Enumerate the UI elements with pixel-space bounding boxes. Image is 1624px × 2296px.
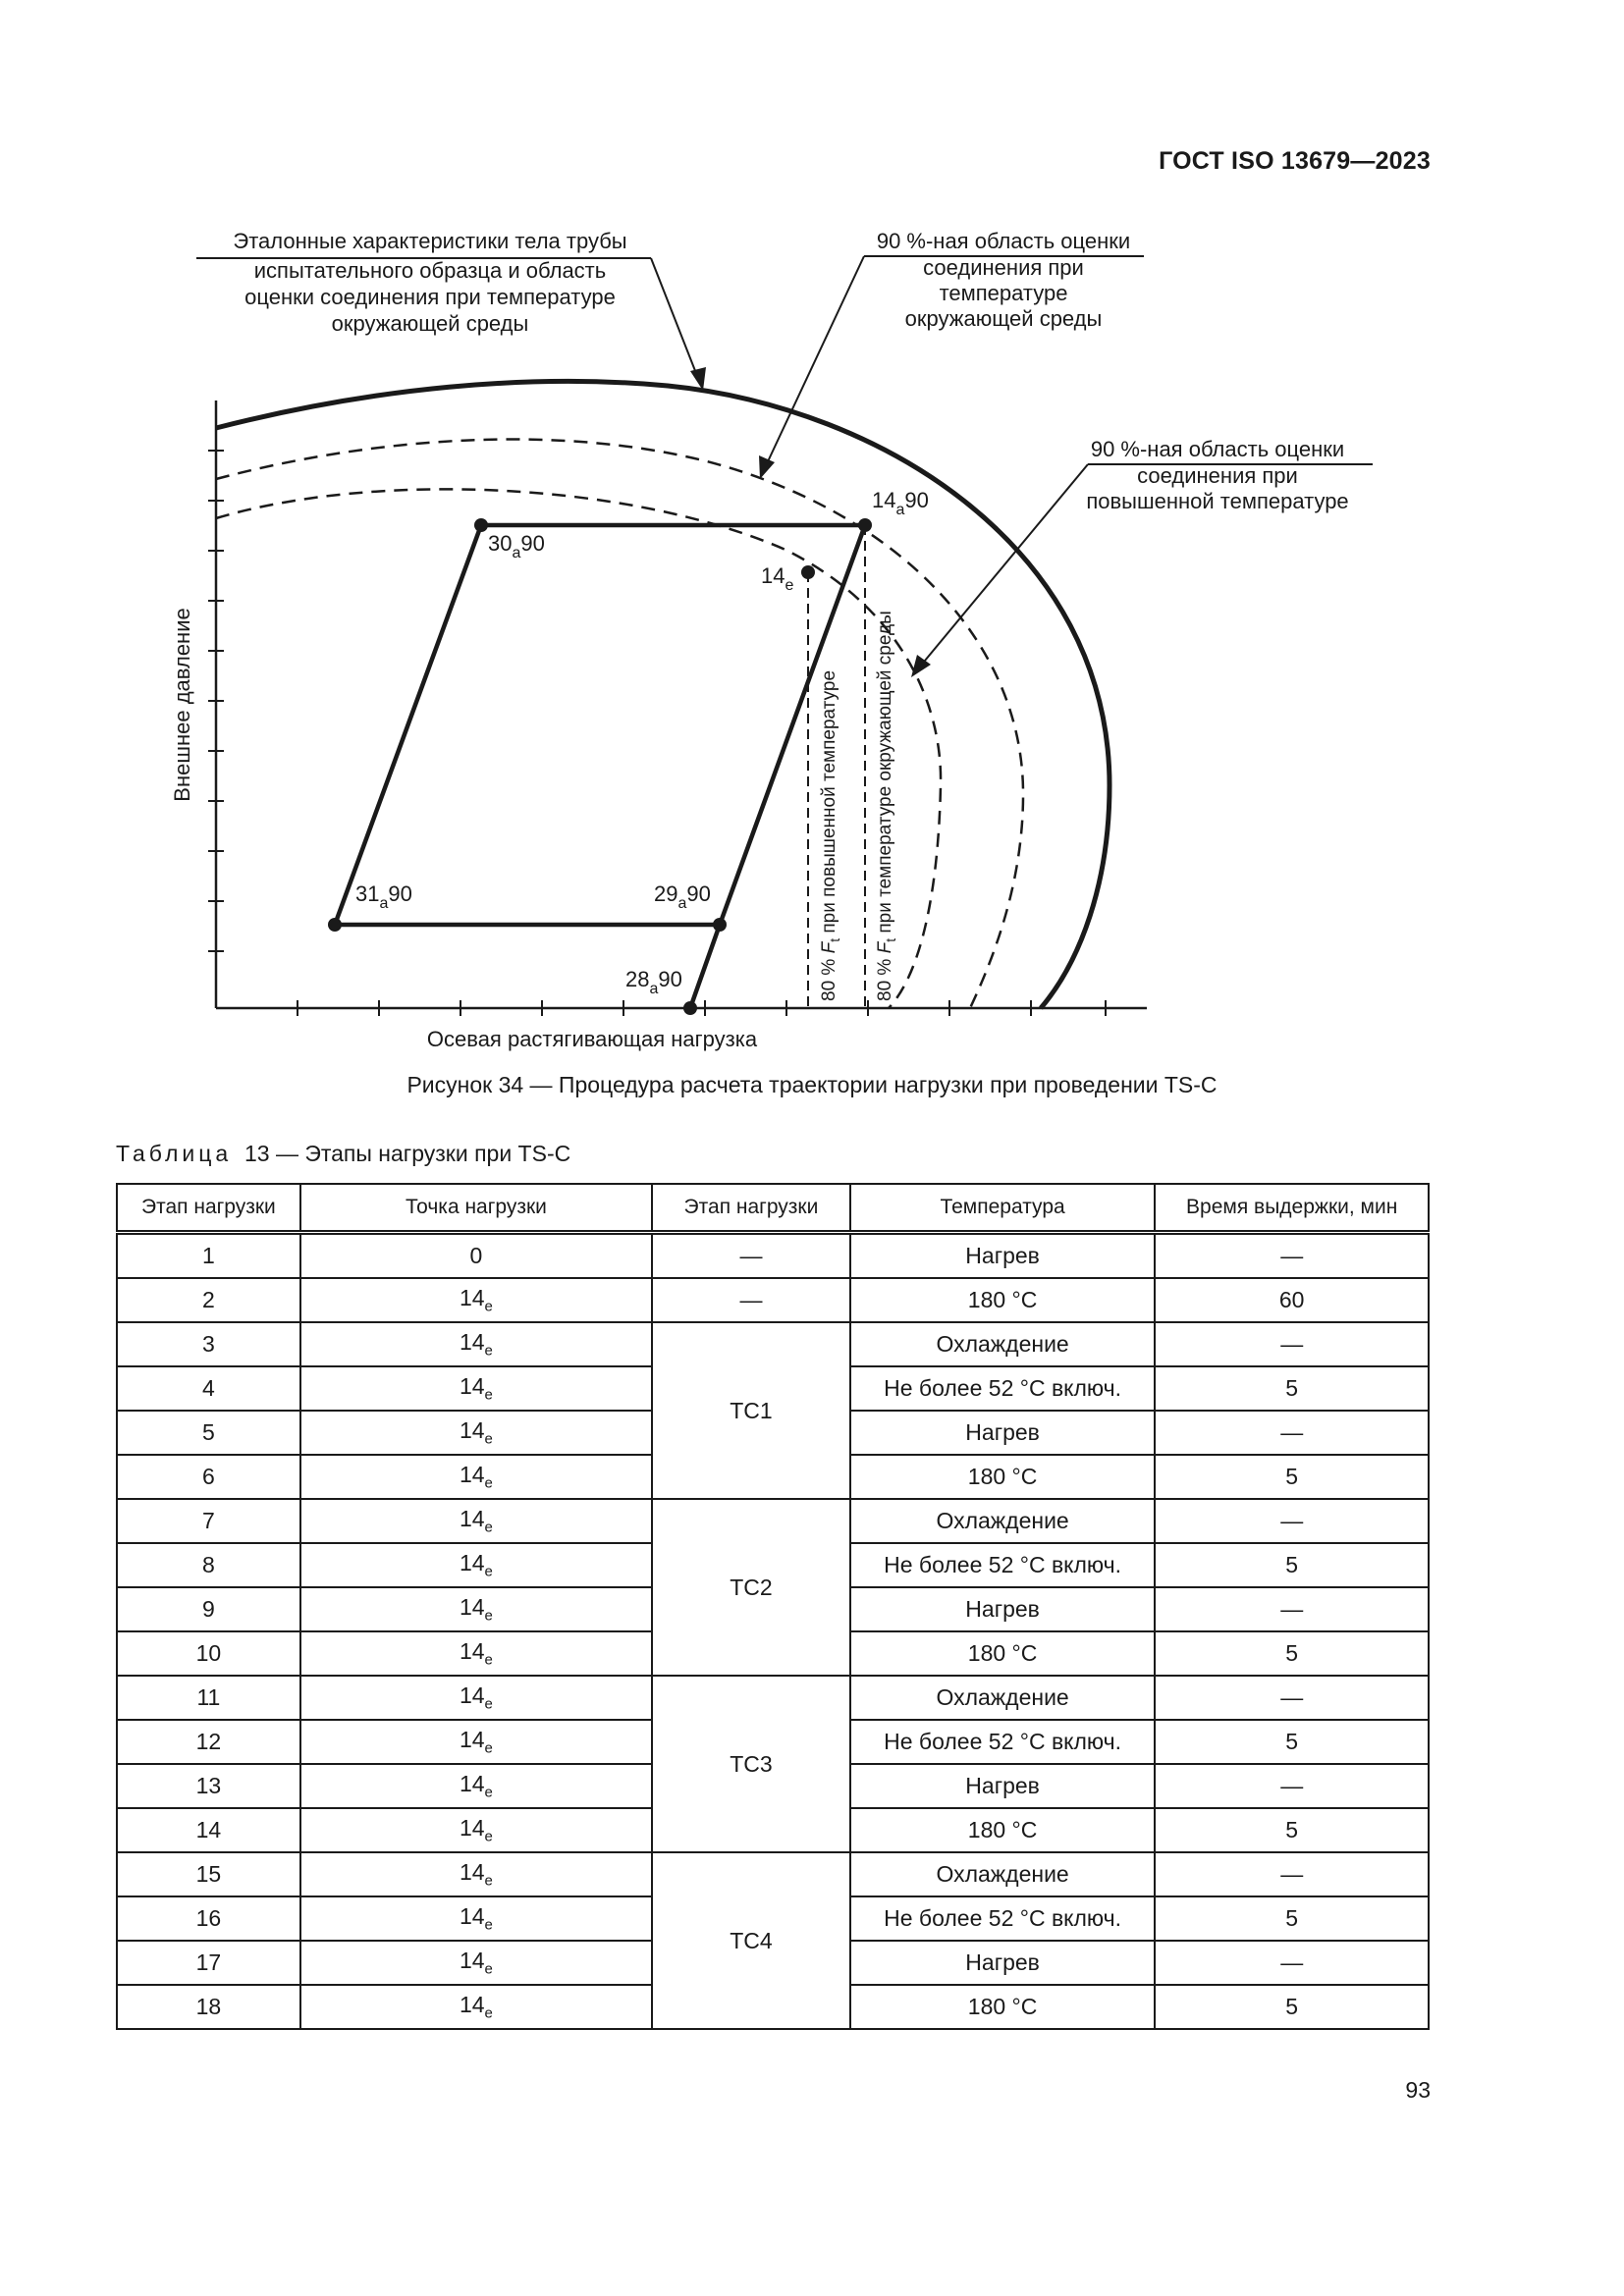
cell-temperature: Нагрев (850, 1587, 1156, 1631)
cell-hold-time: — (1155, 1764, 1429, 1808)
cell-stage-no: 14 (117, 1808, 300, 1852)
cell-load-point (300, 1941, 652, 1985)
cell-load-point (300, 1233, 652, 1279)
header-hold-time: Время выдержки, мин (1155, 1184, 1429, 1233)
vline-elevated-label: 80 % $F_t$ при повышенной температуре (819, 669, 842, 1001)
cell-load-point (300, 1366, 652, 1411)
vline-ambient-label: 80 % $F_t$ при температуре окружающей среды (875, 611, 898, 1001)
table-row (117, 1676, 1429, 1720)
cell-temperature: Охлаждение (850, 1499, 1156, 1543)
cell-stage-no: 6 (117, 1455, 300, 1499)
cell-temperature: 180 °C (850, 1631, 1156, 1676)
table-row (117, 1233, 1429, 1279)
cell-temperature: Не более 52 °C включ. (850, 1720, 1156, 1764)
load-point-subscript: e (484, 1784, 493, 1801)
cell-stage-group: TC1 (652, 1322, 850, 1499)
load-point-subscript: e (484, 1342, 493, 1360)
load-point-value: 14 (459, 1815, 485, 1842)
point-14e (801, 565, 815, 579)
load-point-value: 14 (459, 1594, 485, 1621)
cell-load-point (300, 1985, 652, 2029)
label-14e: $14_e$ (761, 563, 794, 594)
header-stage: Этап нагрузки (652, 1184, 850, 1233)
cell-hold-time: 5 (1155, 1896, 1429, 1941)
cell-temperature: Нагрев (850, 1764, 1156, 1808)
cell-temperature: Не более 52 °C включ. (850, 1366, 1156, 1411)
cell-stage-no: 11 (117, 1676, 300, 1720)
cell-stage: — (652, 1233, 850, 1279)
callout-elevated-leader (915, 464, 1088, 672)
load-point-value: 14 (459, 1859, 485, 1886)
table-row (117, 1278, 1429, 1322)
header-stage-no: Этап нагрузки (117, 1184, 300, 1233)
cell-hold-time: 5 (1155, 1720, 1429, 1764)
cell-stage-no: 4 (117, 1366, 300, 1411)
load-point-value: 14 (459, 1462, 485, 1488)
cell-temperature: 180 °C (850, 1808, 1156, 1852)
cell-load-point (300, 1587, 652, 1631)
cell-stage-no: 12 (117, 1720, 300, 1764)
table-body (117, 1233, 1429, 2030)
cell-temperature: Нагрев (850, 1411, 1156, 1455)
label-29a90: $29_a90$ (654, 881, 711, 912)
point-31a90 (328, 918, 342, 932)
load-point-subscript: e (484, 1916, 493, 1934)
cell-temperature: Нагрев (850, 1941, 1156, 1985)
cell-temperature: Не более 52 °C включ. (850, 1896, 1156, 1941)
load-point-value: 14 (459, 1903, 485, 1930)
load-point-value: 0 (469, 1243, 483, 1268)
load-point-value: 14 (459, 1417, 485, 1444)
pipe-body-curve (216, 381, 1110, 1008)
cell-load-point (300, 1808, 652, 1852)
cell-temperature: Нагрев (850, 1233, 1156, 1279)
load-point-subscript: e (484, 1695, 493, 1713)
point-28a90 (683, 1001, 697, 1015)
callout-pipe-line-4: окружающей среды (331, 311, 529, 336)
cell-hold-time: — (1155, 1587, 1429, 1631)
table-title-rest: 13 — Этапы нагрузки при TS-C (244, 1141, 571, 1166)
cell-load-point (300, 1278, 652, 1322)
callout-pipe-leader (651, 258, 701, 386)
cell-temperature: Охлаждение (850, 1322, 1156, 1366)
load-stages-table (116, 1183, 1430, 2030)
point-29a90 (713, 918, 727, 932)
label-28a90: $28_a90$ (625, 967, 682, 997)
callout-ambient-line-1: 90 %-ная область оценки (876, 229, 1131, 253)
load-point-value: 14 (459, 1771, 485, 1797)
label-14a90: $14_a90$ (872, 488, 929, 518)
callout-ambient-line-4: окружающей среды (904, 306, 1103, 331)
callout-ambient-leader (762, 256, 864, 474)
cell-load-point (300, 1852, 652, 1896)
cell-temperature: Охлаждение (850, 1676, 1156, 1720)
axis-ticks (208, 451, 1106, 1016)
cell-load-point (300, 1631, 652, 1676)
cell-load-point (300, 1896, 652, 1941)
point-30a90 (474, 518, 488, 532)
cell-hold-time: 5 (1155, 1808, 1429, 1852)
cell-stage-no: 1 (117, 1233, 300, 1279)
cell-hold-time: — (1155, 1411, 1429, 1455)
cell-stage-group: TC3 (652, 1676, 850, 1852)
load-point-value: 14 (459, 1638, 485, 1665)
callout-ambient (877, 229, 1130, 331)
load-point-subscript: e (484, 1739, 493, 1757)
cell-hold-time: — (1155, 1941, 1429, 1985)
load-point-subscript: e (484, 1474, 493, 1492)
callout-pipe-line-2: испытательного образца и область (253, 258, 607, 283)
cell-stage-no: 18 (117, 1985, 300, 2029)
load-point-subscript: e (484, 2004, 493, 2022)
callout-pipe-line-1: Эталонные характеристики тела трубы (233, 229, 627, 253)
cell-stage-no: 5 (117, 1411, 300, 1455)
cell-temperature: Не более 52 °C включ. (850, 1543, 1156, 1587)
label-30a90: $30_a90$ (488, 531, 545, 561)
load-point-value: 14 (459, 1727, 485, 1753)
page-number: 93 (1405, 2077, 1431, 2103)
callout-elevated (1086, 437, 1348, 513)
load-path-figure (0, 0, 1624, 1099)
cell-load-point (300, 1455, 652, 1499)
load-point-value: 14 (459, 1550, 485, 1576)
x-axis-label: Осевая растягивающая нагрузка (426, 1027, 758, 1051)
cell-hold-time: — (1155, 1852, 1429, 1896)
callout-pipe-body (233, 229, 626, 336)
cell-stage-group: TC2 (652, 1499, 850, 1676)
table-row (117, 1322, 1429, 1366)
cell-stage-no: 16 (117, 1896, 300, 1941)
cell-hold-time: — (1155, 1233, 1429, 1279)
cell-hold-time: — (1155, 1499, 1429, 1543)
load-point-value: 14 (459, 1992, 485, 2018)
table-header-row (117, 1184, 1429, 1233)
cell-stage-group: TC4 (652, 1852, 850, 2029)
cell-load-point (300, 1764, 652, 1808)
cell-temperature: Охлаждение (850, 1852, 1156, 1896)
point-14a90 (858, 518, 872, 532)
label-31a90: $31_a90$ (355, 881, 412, 912)
header-load-point: Точка нагрузки (300, 1184, 652, 1233)
cell-stage-no: 8 (117, 1543, 300, 1587)
cell-load-point (300, 1411, 652, 1455)
document-code: ГОСТ ISO 13679—2023 (1159, 147, 1431, 175)
load-point-subscript: e (484, 1298, 493, 1315)
load-point-subscript: e (484, 1386, 493, 1404)
callout-pipe-line-3: оценки соединения при температуре (244, 285, 616, 309)
table-row (117, 1852, 1429, 1896)
load-point-subscript: e (484, 1828, 493, 1845)
cell-hold-time: — (1155, 1322, 1429, 1366)
load-point-value: 14 (459, 1329, 485, 1356)
cell-temperature: 180 °C (850, 1985, 1156, 2029)
cell-stage-no: 2 (117, 1278, 300, 1322)
cell-stage-no: 3 (117, 1322, 300, 1366)
load-point-value: 14 (459, 1682, 485, 1709)
cell-stage-no: 15 (117, 1852, 300, 1896)
table-title-word: Таблица (116, 1141, 233, 1166)
load-point-value: 14 (459, 1285, 485, 1311)
table-row (117, 1499, 1429, 1543)
cell-load-point (300, 1676, 652, 1720)
cell-hold-time: 5 (1155, 1985, 1429, 2029)
cell-stage-no: 7 (117, 1499, 300, 1543)
table-title (116, 1141, 570, 1167)
cell-load-point (300, 1499, 652, 1543)
cell-stage-no: 10 (117, 1631, 300, 1676)
callout-elevated-line-3: повышенной температуре (1086, 489, 1349, 513)
cell-hold-time: — (1155, 1676, 1429, 1720)
load-point-subscript: e (484, 1430, 493, 1448)
load-point-subscript: e (484, 1960, 493, 1978)
load-point-subscript: e (484, 1563, 493, 1580)
callout-ambient-line-3: температуре (939, 281, 1068, 305)
header-temperature: Температура (850, 1184, 1156, 1233)
cell-stage-no: 17 (117, 1941, 300, 1985)
load-point-subscript: e (484, 1519, 493, 1536)
cell-stage: — (652, 1278, 850, 1322)
cell-load-point (300, 1720, 652, 1764)
cell-stage-no: 9 (117, 1587, 300, 1631)
callout-ambient-line-2: соединения при (923, 255, 1084, 280)
load-point-subscript: e (484, 1872, 493, 1890)
callout-elevated-line-1: 90 %-ная область оценки (1090, 437, 1345, 461)
axes (216, 400, 1147, 1008)
cell-hold-time: 5 (1155, 1366, 1429, 1411)
cell-hold-time: 5 (1155, 1631, 1429, 1676)
y-axis-label: Внешнее давление (170, 608, 194, 802)
cell-hold-time: 60 (1155, 1278, 1429, 1322)
load-point-value: 14 (459, 1373, 485, 1400)
callout-elevated-line-2: соединения при (1137, 463, 1298, 488)
cell-load-point (300, 1322, 652, 1366)
cell-temperature: 180 °C (850, 1455, 1156, 1499)
callout-ambient-arrowhead (759, 455, 775, 479)
cell-load-point (300, 1543, 652, 1587)
load-point-subscript: e (484, 1607, 493, 1625)
cell-hold-time: 5 (1155, 1455, 1429, 1499)
load-path (335, 525, 865, 1008)
cell-hold-time: 5 (1155, 1543, 1429, 1587)
load-point-subscript: e (484, 1651, 493, 1669)
load-point-value: 14 (459, 1948, 485, 1974)
load-point-value: 14 (459, 1506, 485, 1532)
cell-stage-no: 13 (117, 1764, 300, 1808)
figure-caption: Рисунок 34 — Процедура расчета траектории нагрузки при проведении TS-C (406, 1072, 1218, 1097)
cell-temperature: 180 °C (850, 1278, 1156, 1322)
